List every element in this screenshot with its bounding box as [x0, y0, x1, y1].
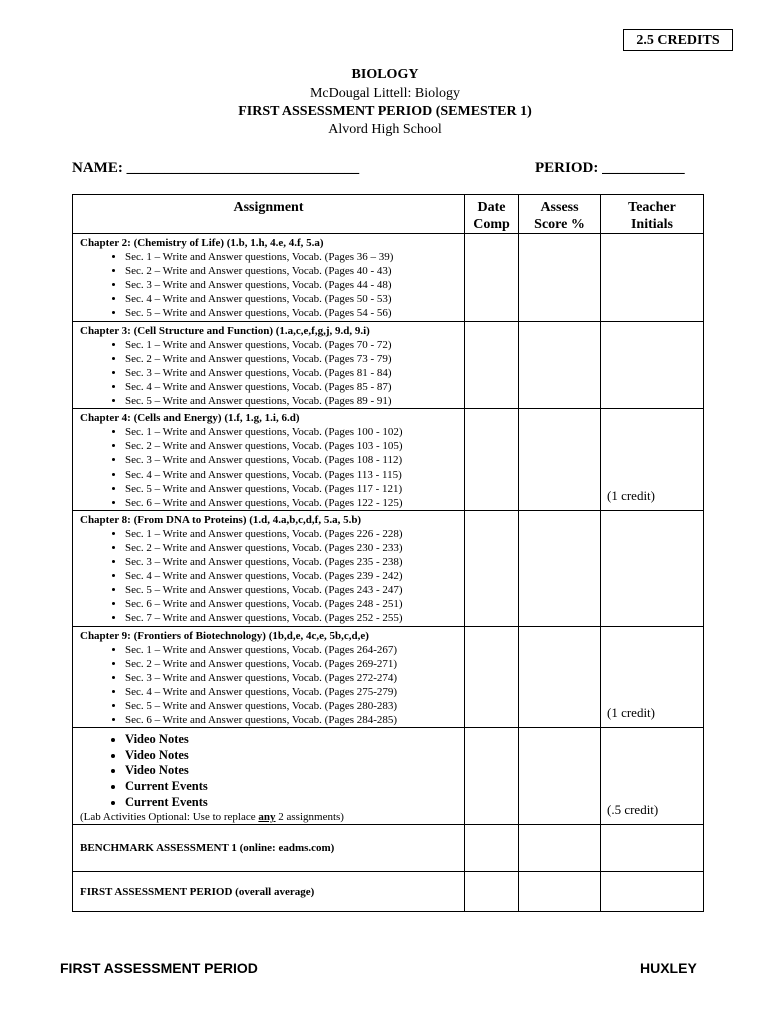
section-item: • Sec. 1 – Write and Answer questions, Vocab. (Pages 100 - 102) [125, 425, 464, 439]
chapter-title: Chapter 3: (Cell Structure and Function) (1.a,c,e,f,g,j, 9.d, 9.i) [80, 324, 370, 337]
date-cell[interactable] [465, 872, 519, 912]
section-item: • Sec. 5 – Write and Answer questions, Vocab. (Pages 89 - 91) [125, 394, 464, 408]
section-item: • Sec. 4 – Write and Answer questions, Vocab. (Pages 85 - 87) [125, 380, 464, 394]
section-item: • Sec. 5 – Write and Answer questions, Vocab. (Pages 117 - 121) [125, 482, 464, 496]
section-item: • Sec. 4 – Write and Answer questions, Vocab. (Pages 275-279) [125, 685, 464, 699]
section-list [80, 643, 464, 728]
chapter-title: Chapter 2: (Chemistry of Life) (1.b, 1.h, 4.e, 4.f, 5.a) [80, 237, 324, 249]
section-item: • Sec. 3 – Write and Answer questions, Vocab. (Pages 235 - 238) [125, 555, 464, 569]
section-item: • Sec. 3 – Write and Answer questions, Vocab. (Pages 44 - 48) [125, 278, 464, 292]
assess-score-header: Assess Score % [519, 195, 601, 234]
section-item: • Sec. 6 – Write and Answer questions, Vocab. (Pages 248 - 251) [125, 597, 464, 611]
chapter-row [73, 321, 704, 409]
section-item: • Sec. 5 – Write and Answer questions, Vocab. (Pages 54 - 56) [125, 306, 464, 320]
score-cell[interactable] [519, 409, 601, 511]
credit-label: (.5 credit) [607, 802, 659, 818]
section-item: • Sec. 2 – Write and Answer questions, Vocab. (Pages 73 - 79) [125, 352, 464, 366]
score-cell[interactable] [519, 872, 601, 912]
section-item: • Sec. 1 – Write and Answer questions, Vocab. (Pages 36 – 39) [125, 250, 464, 264]
score-cell[interactable] [519, 626, 601, 728]
teacher-initials-header: Teacher Initials [601, 195, 704, 234]
section-item: • Sec. 5 – Write and Answer questions, Vocab. (Pages 280-283) [125, 699, 464, 713]
name-field[interactable]: NAME: _______________________________ [72, 160, 360, 176]
period-field[interactable]: PERIOD: ___________ [535, 160, 685, 176]
chapter-row [73, 626, 704, 728]
extra-item: • Video Notes [125, 763, 464, 779]
section-item: • Sec. 2 – Write and Answer questions, Vocab. (Pages 103 - 105) [125, 439, 464, 453]
section-item: • Sec. 3 – Write and Answer questions, Vocab. (Pages 108 - 112) [125, 453, 464, 467]
chapter-title: Chapter 4: (Cells and Energy) (1.f, 1.g, 1.i, 6.d) [80, 412, 300, 425]
section-item: • Sec. 5 – Write and Answer questions, Vocab. (Pages 243 - 247) [125, 583, 464, 597]
initials-cell[interactable] [601, 234, 704, 322]
chapter-cell [73, 234, 465, 322]
score-cell[interactable] [519, 510, 601, 626]
section-list [80, 527, 464, 626]
school-name: Alvord High School [328, 122, 442, 137]
footer-left: FIRST ASSESSMENT PERIOD [60, 960, 258, 976]
chapter-row [73, 409, 704, 511]
date-cell[interactable] [465, 728, 519, 825]
date-cell[interactable] [465, 409, 519, 511]
score-cell[interactable] [519, 234, 601, 322]
credit-label: (1 credit) [607, 487, 656, 503]
extra-item: • Video Notes [125, 748, 464, 764]
date-cell[interactable] [465, 234, 519, 322]
section-item: • Sec. 7 – Write and Answer questions, Vocab. (Pages 252 - 255) [125, 611, 464, 625]
initials-cell[interactable] [601, 728, 704, 825]
section-item: • Sec. 1 – Write and Answer questions, Vocab. (Pages 226 - 228) [125, 527, 464, 541]
lab-note: (Lab Activities Optional: Use to replace any 2 assignments) [80, 811, 344, 824]
section-list [80, 425, 464, 510]
assignment-header: Assignment [73, 195, 465, 234]
credit-label: (1 credit) [607, 705, 656, 721]
initials-cell[interactable] [601, 825, 704, 872]
assignment-table [72, 194, 704, 912]
section-item: • Sec. 4 – Write and Answer questions, Vocab. (Pages 50 - 53) [125, 292, 464, 306]
credits-box: 2.5 CREDITS [623, 29, 733, 51]
footer-right: HUXLEY [640, 960, 697, 976]
section-item: • Sec. 6 – Write and Answer questions, Vocab. (Pages 122 - 125) [125, 496, 464, 510]
chapter-cell [73, 409, 465, 511]
initials-cell[interactable] [601, 409, 704, 511]
date-cell[interactable] [465, 321, 519, 409]
extra-item: • Video Notes [125, 732, 464, 748]
score-cell[interactable] [519, 728, 601, 825]
extra-item: • Current Events [125, 779, 464, 795]
section-item: • Sec. 1 – Write and Answer questions, Vocab. (Pages 70 - 72) [125, 338, 464, 352]
subject-title: BIOLOGY [351, 67, 419, 82]
chapter-cell [73, 626, 465, 728]
section-item: • Sec. 4 – Write and Answer questions, Vocab. (Pages 239 - 242) [125, 569, 464, 583]
section-item: • Sec. 2 – Write and Answer questions, Vocab. (Pages 40 - 43) [125, 264, 464, 278]
extra-item: • Current Events [125, 795, 464, 811]
initials-cell[interactable] [601, 510, 704, 626]
section-item: • Sec. 2 – Write and Answer questions, Vocab. (Pages 230 - 233) [125, 541, 464, 555]
initials-cell[interactable] [601, 321, 704, 409]
chapter-row [73, 510, 704, 626]
score-cell[interactable] [519, 321, 601, 409]
extras-list [80, 732, 464, 810]
section-list [80, 250, 464, 320]
section-item: • Sec. 1 – Write and Answer questions, Vocab. (Pages 264-267) [125, 643, 464, 657]
date-comp-header: Date Comp [465, 195, 519, 234]
chapter-cell [73, 321, 465, 409]
initials-cell[interactable] [601, 872, 704, 912]
benchmark-label: BENCHMARK ASSESSMENT 1 (online: eadms.com) [73, 825, 465, 872]
section-item: • Sec. 6 – Write and Answer questions, Vocab. (Pages 284-285) [125, 713, 464, 727]
initials-cell[interactable] [601, 626, 704, 728]
chapter-title: Chapter 8: (From DNA to Proteins) (1.d, 4.a,b,c,d,f, 5.a, 5.b) [80, 513, 362, 526]
chapter-cell [73, 510, 465, 626]
extras-cell [73, 728, 465, 825]
section-item: • Sec. 3 – Write and Answer questions, Vocab. (Pages 81 - 84) [125, 366, 464, 380]
date-cell[interactable] [465, 626, 519, 728]
score-cell[interactable] [519, 825, 601, 872]
section-item: • Sec. 3 – Write and Answer questions, Vocab. (Pages 272-274) [125, 671, 464, 685]
section-item: • Sec. 4 – Write and Answer questions, Vocab. (Pages 113 - 115) [125, 468, 464, 482]
section-item: • Sec. 2 – Write and Answer questions, Vocab. (Pages 269-271) [125, 657, 464, 671]
chapter-title: Chapter 9: (Frontiers of Biotechnology) (1b,d,e, 4c,e, 5b,c,d,e) [80, 629, 369, 642]
date-cell[interactable] [465, 510, 519, 626]
section-list [80, 338, 464, 408]
date-cell[interactable] [465, 825, 519, 872]
chapter-row [73, 234, 704, 322]
period-title: FIRST ASSESSMENT PERIOD (SEMESTER 1) [238, 104, 532, 119]
overall-label: FIRST ASSESSMENT PERIOD (overall average) [73, 872, 465, 912]
textbook-title: McDougal Littell: Biology [309, 86, 461, 101]
